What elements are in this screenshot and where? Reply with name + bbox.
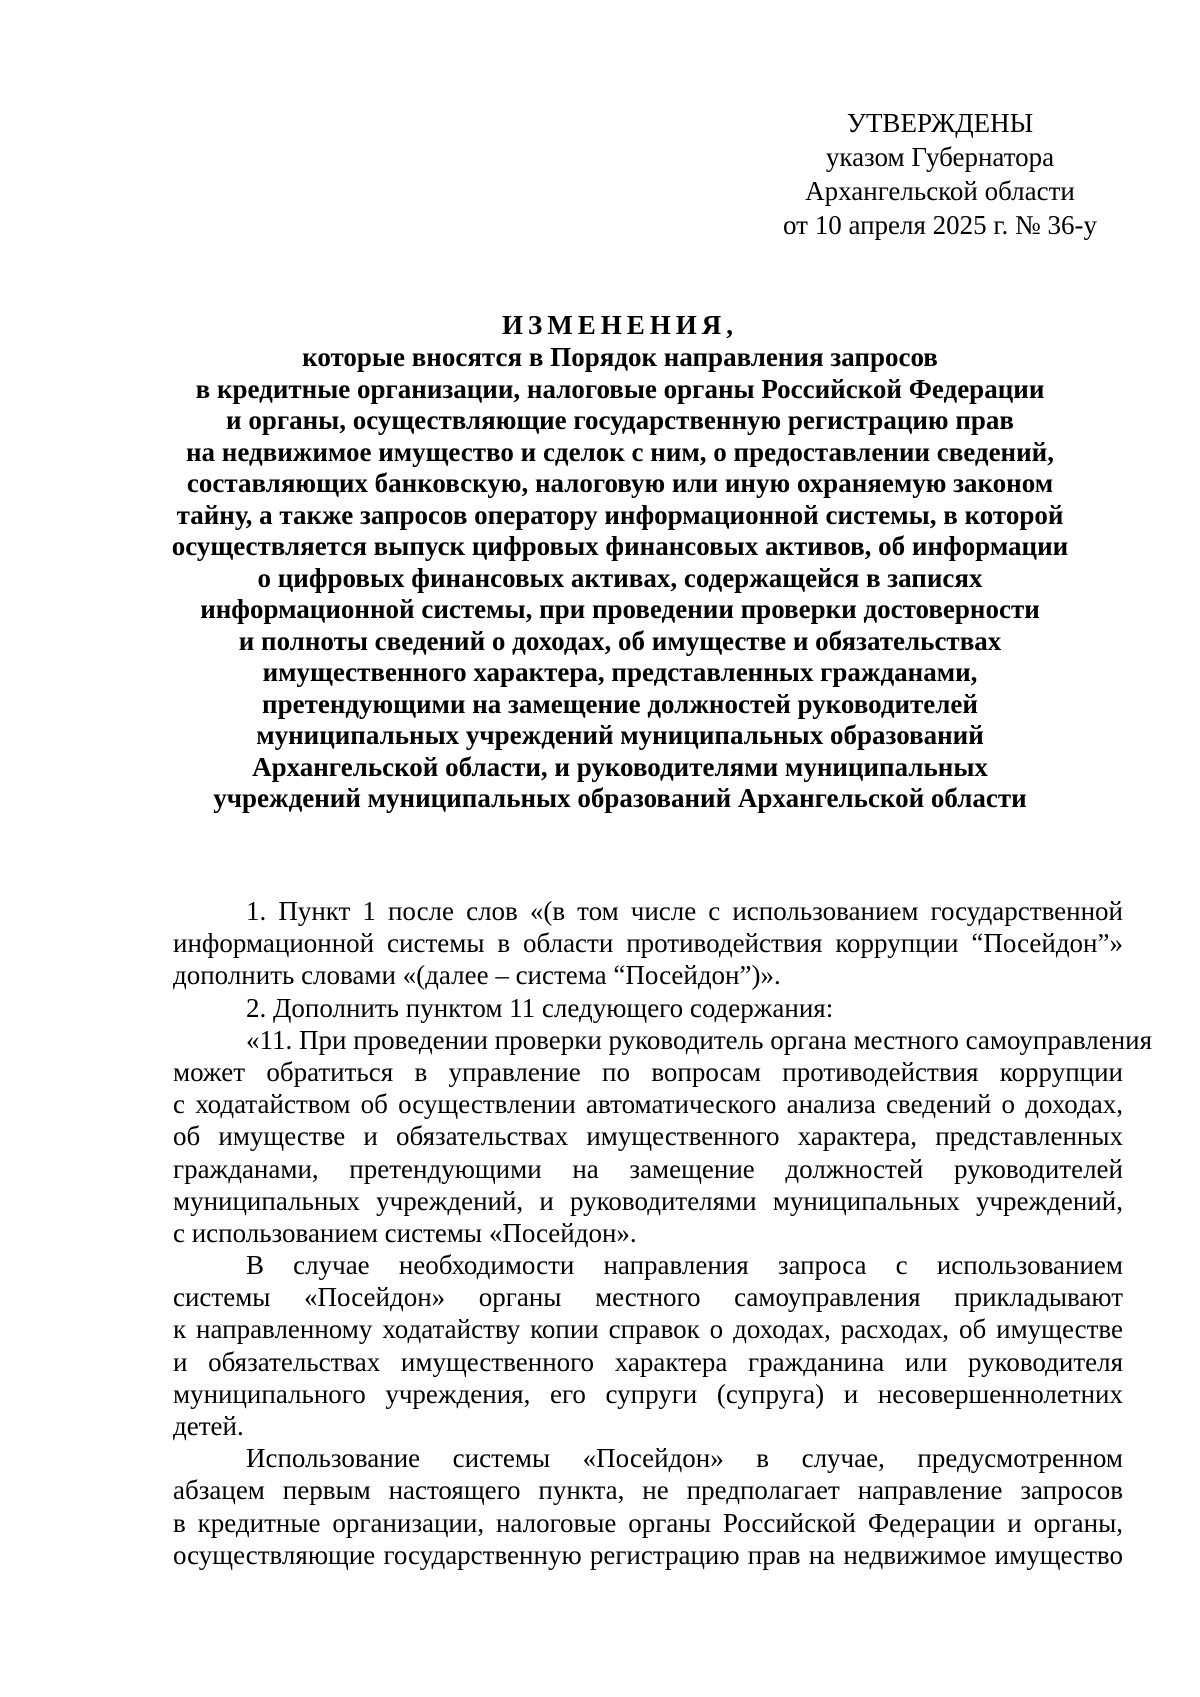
text-line: 2. Дополнить пунктом 11 следующего содержания: [246,992,834,1023]
text-line: об имуществе и обязательствах имущественного характера, представленных [173,1121,1123,1152]
approval-stamp [760,106,1120,242]
title-line: информационной системы, при проведении проверки достоверности [200,594,1040,624]
title-line: имущественного характера, представленных гражданами, [262,657,978,687]
title-line: составляющих банковскую, налоговую или иную охраняемую законом [186,468,1054,498]
text-line: и обязательствах имущественного характера гражданина или руководителя [173,1346,1123,1377]
document-body [173,895,1153,1571]
text-line: абзацем первым настоящего пункта, не предполагает направление запросов [173,1475,1123,1506]
approval-region: Архангельской области [805,176,1075,206]
title-line: Архангельской области, и руководителями муниципальных [252,751,988,782]
title-line: учреждений муниципальных образований Архангельской области [213,783,1027,813]
paragraph-4 [173,1249,1123,1442]
text-line: с использованием системы «Посейдон». [173,1217,637,1248]
text-line: муниципальных учреждений, и руководителями муниципальных учреждений, [173,1185,1123,1216]
text-line: В случае необходимости направления запроса с использованием [246,1250,1123,1281]
text-line: может обратиться в управление по вопросам противодействия коррупции [173,1056,1123,1087]
title-line: на недвижимое имущество и сделок с ним, о предоставлении сведений, [186,436,1054,467]
text-line: в кредитные организации, налоговые органы Российской Федерации и органы, [173,1507,1123,1538]
title-line: и органы, осуществляющие государственную регистрацию прав [226,405,1014,435]
text-line: 1. Пункт 1 после слов «(в том числе с использованием государственной [246,896,1123,926]
paragraph-3 [173,1024,1153,1249]
title-line: и полноты сведений о доходах, об имуществе и обязательствах [238,625,1002,656]
title-line: осуществляется выпуск цифровых финансовых активов, об информации [171,531,1069,561]
paragraph-1 [173,895,1123,992]
approval-title: УТВЕРЖДЕНЫ [846,108,1034,138]
title-heading: ИЗМЕНЕНИЯ, [501,310,738,340]
approval-date-number: от 10 апреля 2025 г. № 36-у [783,210,1097,240]
title-line: в кредитные организации, налоговые органы Российской Федерации [195,373,1045,404]
text-line: Использование системы «Посейдон» в случае, предусмотренном [246,1443,1123,1474]
text-line: системы «Посейдон» органы местного самоуправления прикладывают [173,1282,1123,1313]
title-line: о цифровых финансовых активах, содержащейся в записях [257,562,983,593]
text-line: осуществляющие государственную регистрацию прав на недвижимое имущество [173,1539,1123,1570]
title-line: которые вносятся в Порядок направления запросов [302,342,938,372]
text-line: к направленному ходатайству копии справок о доходах, расходах, об имуществе [173,1314,1123,1345]
text-line: «11. При проведении проверки руководитель органа местного самоуправления [246,1024,1153,1055]
title-line: претендующими на замещение должностей руководителей [262,688,978,719]
text-line: гражданами, претендующими на замещение должностей руководителей [173,1153,1123,1184]
text-line: детей. [173,1411,244,1441]
paragraph-5 [173,1442,1123,1571]
text-line: информационной системы в области противодействия коррупции “Посейдон”» [173,928,1123,959]
text-line: дополнить словами «(далее – система “Посейдон”)». [173,960,781,991]
text-line: с ходатайством об осуществлении автоматического анализа сведений о доходах, [173,1089,1123,1120]
text-line: муниципального учреждения, его супруги (супруга) и несовершеннолетних [173,1378,1123,1409]
document-title [160,308,1080,815]
approval-authority: указом Губернатора [825,142,1055,172]
title-line: тайну, а также запросов оператору информационной системы, в которой [176,499,1064,530]
paragraph-2 [173,992,1123,1024]
title-line: муниципальных учреждений муниципальных образований [256,720,984,750]
